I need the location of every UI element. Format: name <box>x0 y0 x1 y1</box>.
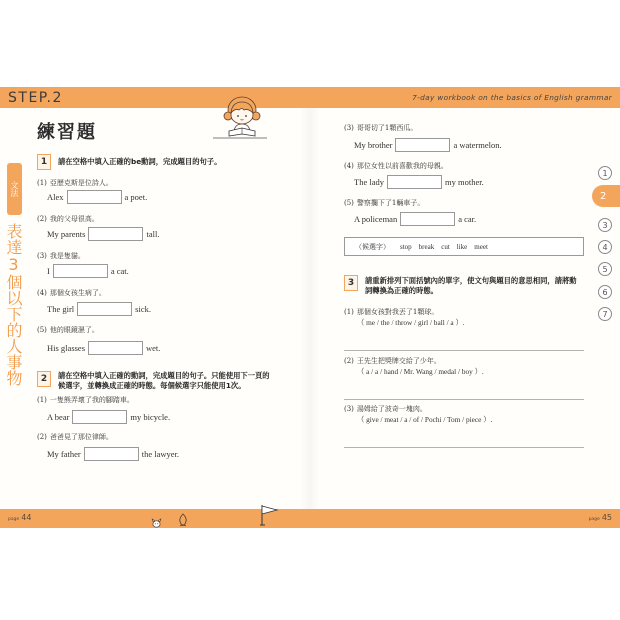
section-instruction-line-1: 請重新排列下面括號內的單字，使文句與題目的意思相同，請將動 <box>365 276 577 285</box>
sentence-start: Alex <box>47 191 64 202</box>
word-list: （ me / the / throw / girl / ball / a ）. <box>357 318 465 327</box>
item-number: (5) <box>37 326 47 334</box>
item-prompt <box>344 356 441 366</box>
sentence-end: a poet. <box>124 191 148 202</box>
sentence-end: sick. <box>135 304 151 314</box>
item-prompt <box>37 288 106 298</box>
answer-blank[interactable] <box>395 138 450 152</box>
chapter-tab-4[interactable]: 4 <box>598 240 612 254</box>
word-list: （ a / a / hand / Mr. Wang / medal / boy ）. <box>357 367 484 376</box>
answer-line[interactable] <box>344 350 584 351</box>
girl-reading-icon <box>212 95 270 143</box>
answer-blank[interactable] <box>84 447 139 461</box>
section-instruction-line-1: 請在空格中填入正確的動詞，完成題目的句子。只能使用下一頁的 <box>58 371 270 380</box>
item-number: (1) <box>37 396 47 404</box>
item-prompt <box>37 325 99 335</box>
candidate-word: stop <box>400 242 412 251</box>
candidate-word: break <box>418 242 435 251</box>
flag-icon <box>259 503 279 527</box>
word-list: （ give / meat / a / of / Pochi / Tom / piece ）. <box>357 415 493 424</box>
sentence-start: His glasses <box>47 343 86 353</box>
page-gutter <box>300 108 320 509</box>
chapter-tab-1[interactable]: 1 <box>598 166 612 180</box>
sentence-start: My brother <box>354 140 393 150</box>
item-prompt <box>344 161 448 171</box>
page-number: 45 <box>601 513 612 522</box>
item-chinese: 亞歷克斯是位詩人。 <box>49 179 113 187</box>
item-number: (3) <box>344 405 354 413</box>
item-prompt <box>344 123 417 133</box>
item-prompt <box>37 178 113 188</box>
item-prompt <box>37 432 113 442</box>
item-chinese: 湯姆給了波奇一塊肉。 <box>356 405 427 413</box>
sentence-start: The lady <box>354 177 384 187</box>
page-number-left <box>8 513 31 522</box>
answer-blank[interactable] <box>72 410 127 424</box>
chapter-title: 表達3個以下的人事物 <box>4 223 23 386</box>
grammar-tab <box>7 163 22 215</box>
chapter-tab-2-active[interactable] <box>592 185 620 207</box>
reorder-item <box>344 307 594 351</box>
book-subtitle: 7-day workbook on the basics of English grammar <box>412 93 612 102</box>
sentence-start: My parents <box>47 229 86 239</box>
candidate-word: meet <box>474 242 488 251</box>
sentence-end: tall. <box>146 229 160 239</box>
section-instruction-line-2: 詞轉換為正確的時態。 <box>365 286 438 295</box>
item-prompt <box>344 198 424 208</box>
answer-line[interactable] <box>344 399 584 400</box>
grammar-tab-label: 文法 <box>10 181 19 197</box>
section-instruction-line-2: 候選字，並轉換成正確的時態。每個候選字只能使用1次。 <box>58 381 246 390</box>
candidate-word: cut <box>441 242 450 251</box>
chapter-tab-5[interactable]: 5 <box>598 262 612 276</box>
item-prompt <box>37 214 99 224</box>
section-number: 2 <box>37 371 51 387</box>
answer-blank[interactable] <box>400 212 455 226</box>
item-prompt <box>37 251 85 261</box>
page-number-right <box>589 513 612 522</box>
section-number: 1 <box>37 154 51 170</box>
item-prompt <box>344 404 427 414</box>
item-number: (1) <box>344 308 354 316</box>
step-label: STEP.2 <box>8 90 63 106</box>
item-chinese: 一隻熊弄壞了我的腳踏車。 <box>49 396 134 404</box>
sentence-end: my mother. <box>444 177 484 187</box>
sentence-end: a car. <box>458 214 477 224</box>
item-sentence <box>47 447 179 462</box>
item-sentence <box>47 302 151 317</box>
item-number: (4) <box>344 162 354 170</box>
item-number: (2) <box>37 433 47 441</box>
answer-blank[interactable] <box>53 264 108 278</box>
footer-bar <box>0 509 620 528</box>
item-chinese: 哥哥切了1顆西瓜。 <box>356 124 418 132</box>
sentence-start: A bear <box>47 412 70 422</box>
item-prompt <box>344 307 438 317</box>
item-sentence <box>47 341 160 356</box>
item-number: (3) <box>344 124 354 132</box>
candidate-label: （候選字） <box>355 242 390 251</box>
item-sentence <box>47 410 170 425</box>
chapter-tab-2-label: 2 <box>600 190 607 202</box>
exercise-item <box>344 198 594 242</box>
flame-icon <box>178 511 188 524</box>
sentence-end: a cat. <box>110 266 129 276</box>
answer-blank[interactable] <box>77 302 132 316</box>
candidate-word: like <box>456 242 468 251</box>
item-prompt <box>37 395 134 405</box>
sentence-start: The girl <box>47 304 75 314</box>
item-number: (1) <box>37 179 47 187</box>
item-chinese: 我是隻貓。 <box>49 252 85 260</box>
page-title: 練習題 <box>37 122 97 143</box>
item-chinese: 那個女孩對我丟了1顆球。 <box>356 308 439 316</box>
item-chinese: 我的父母很高。 <box>49 215 99 223</box>
page-number: 44 <box>21 513 32 522</box>
section-number: 3 <box>344 275 358 291</box>
chapter-tab-6[interactable]: 6 <box>598 285 612 299</box>
item-sentence <box>354 175 484 190</box>
item-sentence <box>354 138 502 153</box>
section-instruction: 請在空格中填入正確的be動詞，完成題目的句子。 <box>58 157 222 166</box>
reorder-item <box>344 356 594 400</box>
exercise-item <box>37 325 287 369</box>
sentence-start: I <box>47 266 50 276</box>
answer-blank[interactable] <box>88 227 143 241</box>
item-sentence <box>47 189 147 204</box>
item-chinese: 王先生把獎牌交給了少年。 <box>356 357 441 365</box>
sentence-end: the lawyer. <box>141 449 180 459</box>
item-chinese: 警察攔下了1輛車子。 <box>356 199 425 207</box>
item-sentence <box>354 212 476 227</box>
item-chinese: 他的眼鏡濕了。 <box>49 326 99 334</box>
item-chinese: 那個女孩生病了。 <box>49 289 106 297</box>
exercise-item <box>37 432 287 476</box>
answer-line[interactable] <box>344 447 584 448</box>
candidate-words-box <box>344 237 584 256</box>
page-label: page <box>8 517 20 522</box>
reorder-item <box>344 404 594 448</box>
item-chinese: 那位女性以前喜歡我的母親。 <box>356 162 448 170</box>
item-number: (2) <box>344 357 354 365</box>
item-number: (5) <box>344 199 354 207</box>
dog-icon <box>151 513 162 523</box>
item-chinese: 爸爸見了那位律師。 <box>49 433 113 441</box>
answer-blank[interactable] <box>387 175 442 189</box>
item-number: (3) <box>37 252 47 260</box>
sentence-end: a watermelon. <box>453 140 502 150</box>
item-number: (4) <box>37 289 47 297</box>
chapter-tab-3[interactable]: 3 <box>598 218 612 232</box>
sentence-start: A policeman <box>354 214 398 224</box>
answer-blank[interactable] <box>67 190 122 204</box>
page-label: page <box>588 517 600 522</box>
answer-blank[interactable] <box>88 341 143 355</box>
sentence-start: My father <box>47 449 81 459</box>
item-sentence <box>47 264 129 279</box>
sentence-end: my bicycle. <box>130 412 171 422</box>
item-sentence <box>47 227 159 242</box>
sentence-end: wet. <box>146 343 161 353</box>
item-number: (2) <box>37 215 47 223</box>
chapter-tab-7[interactable]: 7 <box>598 307 612 321</box>
